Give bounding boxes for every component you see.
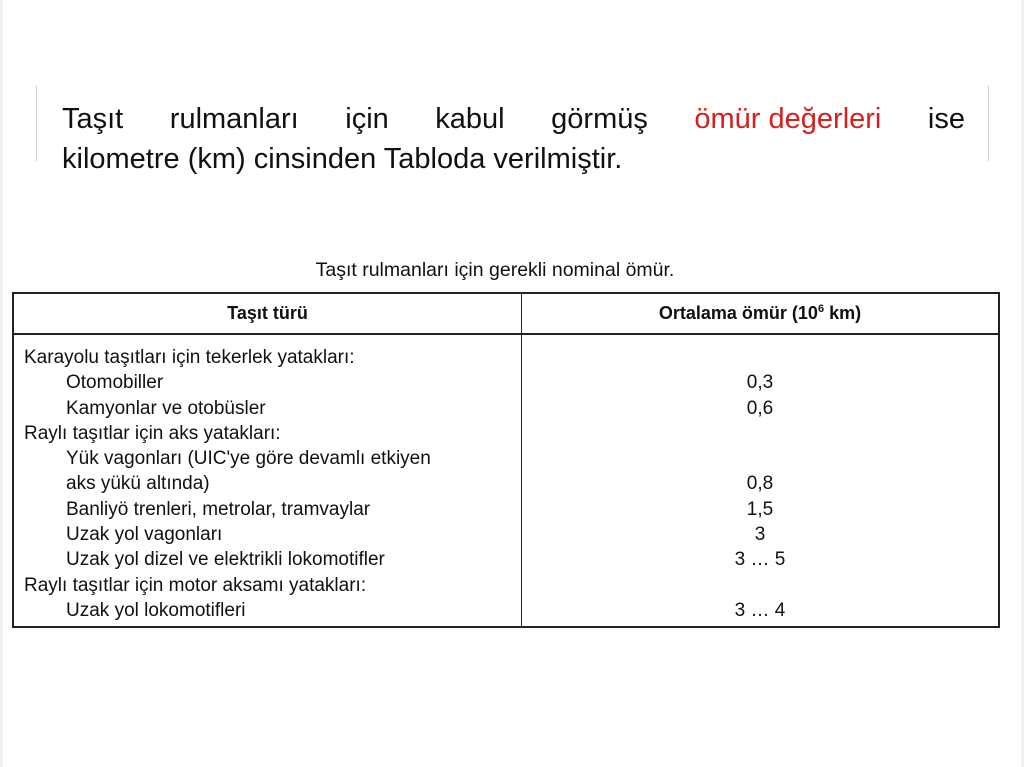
category-rail-axle-bearings: Raylı taşıtlar için aks yatakları: bbox=[24, 422, 281, 444]
table-row-value bbox=[522, 421, 998, 446]
text-frame-mark-right bbox=[988, 86, 989, 161]
header-average-life bbox=[522, 293, 1000, 334]
intro-line-2: kilometre (km) cinsinden Tabloda verilmiştir. bbox=[62, 143, 623, 175]
intro-paragraph bbox=[62, 99, 965, 179]
table-row-value bbox=[522, 446, 998, 471]
intro-word: ise bbox=[927, 103, 965, 135]
text-frame-mark-left bbox=[36, 86, 37, 161]
intro-word: görmüş bbox=[551, 103, 648, 135]
table-row-value: 3 bbox=[754, 524, 766, 546]
table-row-value: 3 … 4 bbox=[734, 599, 786, 621]
table-row-value: 0,6 bbox=[746, 397, 774, 419]
table-row-value: 0,3 bbox=[746, 372, 774, 394]
table-row-value: 0,8 bbox=[746, 473, 774, 495]
table-caption: Taşıt rulmanları için gerekli nominal ömür. bbox=[315, 259, 675, 281]
intro-word: için bbox=[345, 103, 389, 135]
table-row-label: Uzak yol lokomotifleri bbox=[66, 599, 246, 621]
table-row-label: Banliyö trenleri, metrolar, tramvaylar bbox=[66, 498, 371, 520]
category-rail-motor-bearings: Raylı taşıtlar için motor aksamı yatakları: bbox=[24, 574, 367, 596]
table-header-row bbox=[13, 293, 999, 334]
nominal-life-table bbox=[12, 292, 1000, 628]
slide-left-edge bbox=[0, 0, 3, 767]
table-row-value bbox=[522, 573, 998, 598]
intro-word: rulmanları bbox=[169, 103, 299, 135]
header-unit: km) bbox=[824, 303, 862, 323]
intro-line-1 bbox=[62, 99, 965, 139]
table-row-value: 1,5 bbox=[746, 498, 774, 520]
table-row-label: Uzak yol vagonları bbox=[66, 524, 223, 546]
intro-word: kabul bbox=[435, 103, 505, 135]
header-exponent: 6 bbox=[817, 303, 825, 315]
table-row-value bbox=[522, 345, 998, 370]
table-row-label: Uzak yol dizel ve elektrikli lokomotifler bbox=[66, 549, 385, 571]
category-road-wheel-bearings: Karayolu taşıtları için tekerlek yatakları: bbox=[24, 347, 355, 368]
header-vehicle-type: Taşıt türü bbox=[13, 293, 522, 334]
intro-highlight-omur-degerleri: ömür değerleri bbox=[694, 103, 882, 135]
table-body-row bbox=[13, 334, 999, 627]
header-average-life-text: Ortalama ömür (10 bbox=[658, 303, 818, 323]
vehicle-type-column bbox=[13, 334, 522, 627]
average-life-column bbox=[522, 334, 1000, 627]
table-row-label: Yük vagonları (UIC'ye göre devamlı etkiyen bbox=[66, 448, 431, 470]
table-row-label: aks yükü altında) bbox=[66, 473, 210, 495]
table-row-label: Otomobiller bbox=[66, 372, 164, 394]
intro-word: Taşıt bbox=[62, 103, 124, 135]
table-row-value: 3 … 5 bbox=[734, 549, 786, 571]
table-row-label: Kamyonlar ve otobüsler bbox=[66, 397, 266, 419]
